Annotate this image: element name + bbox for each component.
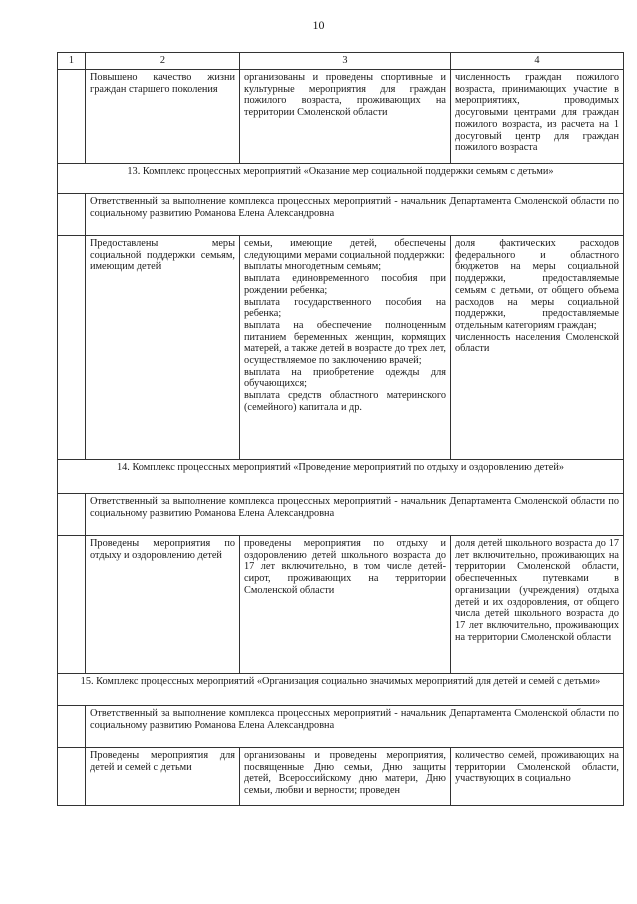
responsible-row-15 (58, 706, 624, 748)
result-cell: Проведены мероприятия для детей и семей с детьми (86, 748, 240, 806)
description-cell (240, 236, 451, 460)
header-col-2: 2 (86, 53, 240, 70)
result-cell: Проведены мероприятия по отдыху и оздоровлению детей (86, 536, 240, 674)
result-cell: Повышено качество жизни граждан старшего поколения (86, 70, 240, 164)
responsible-row-14 (58, 494, 624, 536)
indicator-line: доля фактических расходов федерального и областного бюджетов на меры социальной поддержки, предоставляемые семьям с детьми, от общего объема расходов на меры социальной поддержки, предоставляемые отдельным категориям граждан; (455, 238, 619, 331)
description-line: семьи, имеющие детей, обеспечены следующими мерами социальной поддержки: (244, 238, 446, 261)
section-row-14 (58, 460, 624, 494)
description-line: выплата государственного пособия на ребенка; (244, 296, 446, 320)
table-header-row (58, 53, 624, 70)
indicator-line: численность населения Смоленской области (455, 331, 619, 355)
row-number-cell (58, 494, 86, 536)
responsible-text: Ответственный за выполнение комплекса процессных мероприятий - начальник Департамента Смоленской области по социальному развитию Романова Елена Александровна (86, 706, 624, 748)
header-col-1: 1 (58, 53, 86, 70)
section-title: 15. Комплекс процессных мероприятий «Организация социально значимых мероприятий для детей и семей с детьми» (58, 674, 624, 706)
description-line: выплата единовременного пособия при рождении ребенка; (244, 273, 446, 296)
section-row-15 (58, 674, 624, 706)
row-number-cell (58, 748, 86, 806)
row-number-cell (58, 236, 86, 460)
indicator-cell: количество семей, проживающих на территории Смоленской области, участвующих в социально (451, 748, 624, 806)
page-number: 10 (312, 18, 325, 32)
header-col-4: 4 (451, 53, 624, 70)
table-row (58, 536, 624, 674)
section-title: 14. Комплекс процессных мероприятий «Проведение мероприятий по отдыху и оздоровлению детей» (58, 460, 624, 494)
row-number-cell (58, 70, 86, 164)
indicator-cell (451, 236, 624, 460)
row-number-cell (58, 706, 86, 748)
row-number-cell (58, 536, 86, 674)
section-row-13 (58, 164, 624, 194)
row-number-cell (58, 194, 86, 236)
description-cell: организованы и проведены мероприятия, посвященные Дню семьи, Дню защиты детей, Всероссийскому дню матери, Дню семьи, любви и верности; проведен (240, 748, 451, 806)
header-col-3: 3 (240, 53, 451, 70)
description-cell: организованы и проведены спортивные и культурные мероприятия для граждан пожилого возраста, проживающих на территории Смоленской области (240, 70, 451, 164)
table-row (58, 236, 624, 460)
description-line: выплата средств областного материнского (семейного) капитала и др. (244, 390, 446, 413)
indicator-cell: доля детей школьного возраста до 17 лет включительно, проживающих на территории Смоленской области, обеспеченных путевками в организации (учреждения) отдыха детей и их оздоровления, от общего числа детей школьного возраста до 17 лет включительно, проживающих на территории Смоленской области (451, 536, 624, 674)
responsible-text: Ответственный за выполнение комплекса процессных мероприятий - начальник Департамента Смоленской области по социальному развитию Романова Елена Александровна (86, 494, 624, 536)
description-cell: проведены мероприятия по отдыху и оздоровлению детей школьного возраста до 17 лет включительно, в том числе детей-сирот, проживающих на территории Смоленской области (240, 536, 451, 674)
section-title: 13. Комплекс процессных мероприятий «Оказание мер социальной поддержки семьям с детьми» (58, 164, 624, 194)
description-line: выплата на обеспечение полноценным питанием беременных женщин, кормящих матерей, а также детей в возрасте до трех лет, осуществляемое по заключению врачей; (244, 319, 446, 367)
description-line: выплаты многодетным семьям; (244, 261, 382, 273)
responsible-row-13 (58, 194, 624, 236)
result-cell: Предоставлены меры социальной поддержки семьям, имеющим детей (86, 236, 240, 460)
table-row (58, 748, 624, 806)
document-table (57, 52, 624, 806)
indicator-cell: численность граждан пожилого возраста, принимающих участие в мероприятиях, проводимых досуговыми центрами для граждан пожилого возраста, из расчета на 1 досуговый центр для граждан пожилого возраста (451, 70, 624, 164)
description-line: выплата на приобретение одежды для обучающихся; (244, 366, 446, 390)
responsible-text: Ответственный за выполнение комплекса процессных мероприятий - начальник Департамента Смоленской области по социальному развитию Романова Елена Александровна (86, 194, 624, 236)
table-row (58, 70, 624, 164)
